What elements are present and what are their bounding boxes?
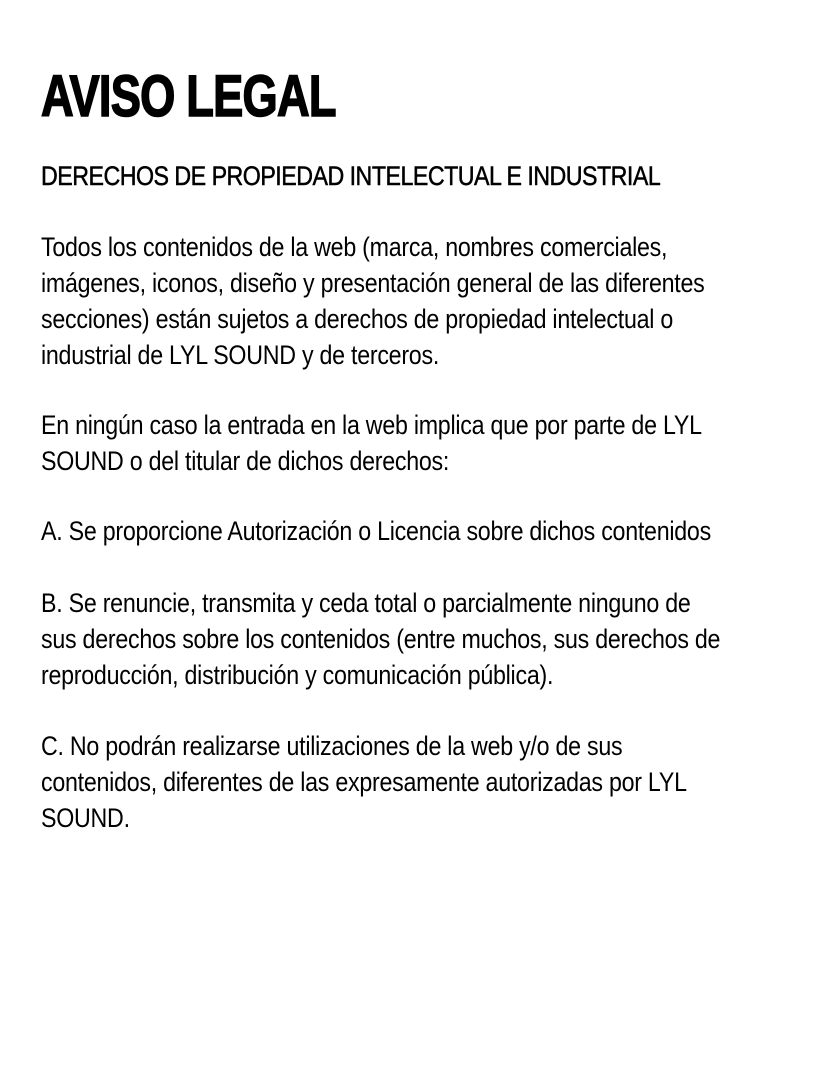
- clause-b: [41, 585, 720, 693]
- paragraph-line: secciones) están sujetos a derechos de propiedad intelectual o: [41, 304, 674, 334]
- paragraph-line: imágenes, iconos, diseño y presentación general de las diferentes: [41, 268, 705, 298]
- paragraph-line: industrial de LYL SOUND y de terceros.: [41, 340, 440, 370]
- page-title: AVISO LEGAL: [41, 64, 336, 129]
- paragraph-line: contenidos, diferentes de las expresamente autorizadas por LYL: [41, 767, 687, 797]
- paragraph-line: SOUND.: [41, 803, 130, 833]
- clause-a: [41, 513, 711, 549]
- paragraph-line: SOUND o del titular de dichos derechos:: [41, 446, 450, 476]
- paragraph-line: Todos los contenidos de la web (marca, nombres comerciales,: [41, 232, 668, 262]
- paragraph-line: sus derechos sobre los contenidos (entre muchos, sus derechos de: [41, 624, 721, 654]
- paragraph-line: A. Se proporcione Autorización o Licencia sobre dichos contenidos: [41, 516, 711, 546]
- paragraph-line: B. Se renuncie, transmita y ceda total o parcialmente ninguno de: [41, 588, 691, 618]
- section-heading: DERECHOS DE PROPIEDAD INTELECTUAL E INDUSTRIAL: [41, 161, 661, 191]
- paragraph-line: En ningún caso la entrada en la web implica que por parte de LYL: [41, 410, 702, 440]
- paragraph-intellectual-property: [41, 229, 704, 373]
- paragraph-line: C. No podrán realizarse utilizaciones de la web y/o de sus: [41, 731, 623, 761]
- paragraph-line: reproducción, distribución y comunicación pública).: [41, 660, 554, 690]
- paragraph-no-implication: [41, 407, 702, 479]
- clause-c: [41, 728, 687, 836]
